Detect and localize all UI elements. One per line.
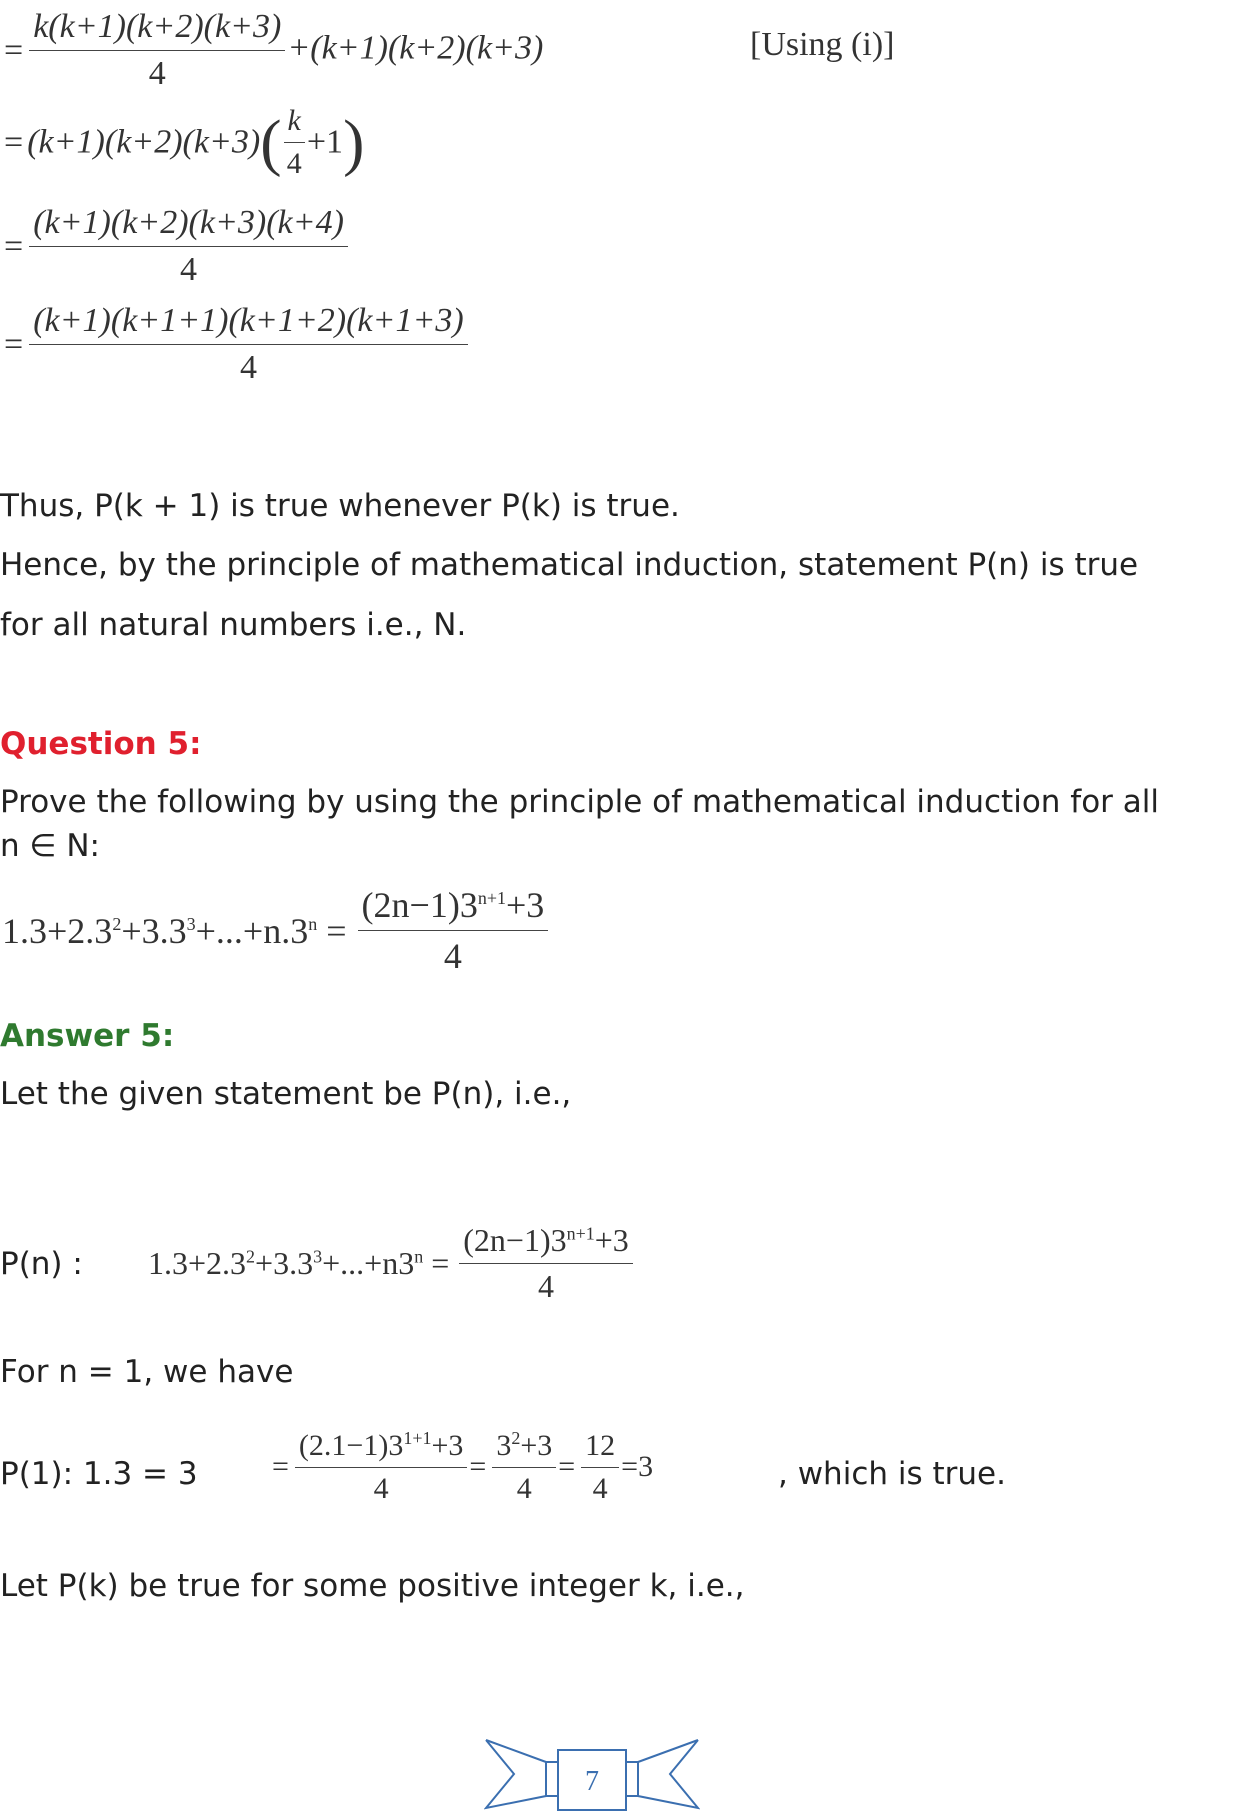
equation-line-1: [4, 8, 543, 93]
fraction-numerator: [492, 1428, 556, 1468]
hence-line-2: for all natural numbers i.e., N.: [0, 607, 467, 643]
fraction-denominator: 4: [592, 1471, 608, 1505]
fraction-numerator: 12: [581, 1429, 619, 1468]
fraction: [581, 1429, 619, 1506]
fraction-denominator: 4: [538, 1268, 555, 1304]
fraction-denominator: 4: [239, 349, 257, 386]
fraction-numerator: (k+1)(k+1+1)(k+1+2)(k+1+3): [29, 302, 468, 345]
fraction: [295, 1428, 467, 1506]
fraction-numerator: [295, 1428, 467, 1468]
fraction: [29, 8, 285, 93]
using-note: [Using (i)]: [750, 26, 895, 63]
question-heading: Question 5:: [0, 726, 202, 762]
term: 3: [496, 1429, 512, 1462]
question-line-2: n ∈ N:: [0, 828, 100, 864]
page-number-badge: [484, 1738, 700, 1812]
which-true-text: , which is true.: [778, 1456, 1006, 1492]
equals-sign: =: [4, 31, 24, 69]
equation-line-2: [4, 104, 364, 181]
fraction-denominator: 4: [286, 147, 302, 180]
p1-formula: [272, 1428, 653, 1506]
result-value: =3: [621, 1450, 654, 1483]
fraction: [29, 302, 468, 387]
equals-sign: =: [4, 325, 24, 363]
fraction: [459, 1222, 633, 1305]
term: +...+n3: [322, 1245, 415, 1281]
fraction-denominator: 4: [516, 1472, 532, 1505]
fraction-numerator: [358, 884, 549, 931]
term: 1.3+2.3: [148, 1245, 247, 1281]
equals-sign: =: [431, 1245, 450, 1281]
term: +3: [520, 1429, 553, 1462]
term: (2.1−1)3: [298, 1429, 404, 1462]
hence-line-1: Hence, by the principle of mathematical induction, statement P(n) is true: [0, 547, 1139, 583]
equation-line-3: [4, 204, 350, 289]
term: (2n−1)3: [463, 1222, 567, 1258]
exponent: n+1: [566, 1223, 595, 1244]
equals-sign: =: [4, 227, 24, 265]
exponent: 3: [313, 1246, 323, 1267]
equals-sign: =: [272, 1450, 289, 1483]
term: +3.3: [255, 1245, 314, 1281]
factor-product: (k+1)(k+2)(k+3): [27, 123, 261, 161]
term: +3: [505, 885, 545, 925]
fraction: [284, 104, 305, 181]
pn-formula: [148, 1222, 635, 1305]
let-statement-line: Let the given statement be P(n), i.e.,: [0, 1076, 572, 1112]
equals-sign: =: [469, 1450, 487, 1483]
plus-one: +1: [306, 123, 344, 161]
exponent: n: [308, 913, 318, 934]
exponent: 3: [186, 913, 196, 934]
term: 1.3+2.3: [2, 910, 113, 951]
thus-line: Thus, P(k + 1) is true whenever P(k) is true.: [0, 488, 680, 524]
for-n1-line: For n = 1, we have: [0, 1354, 294, 1390]
page-number: 7: [585, 1766, 599, 1797]
fraction: [29, 204, 348, 289]
equation-line-4: [4, 302, 470, 387]
fraction-numerator: k: [284, 104, 305, 143]
formula-lhs: [148, 1245, 449, 1281]
term: (2n−1)3: [361, 885, 478, 925]
term: +...+n.3: [195, 910, 309, 951]
left-paren: (: [260, 106, 282, 178]
fraction-denominator: 4: [180, 251, 198, 288]
term: +3: [431, 1429, 464, 1462]
pn-label: P(n) :: [0, 1246, 83, 1282]
p1-label: P(1): 1.3 = 3: [0, 1456, 198, 1492]
equals-sign: =: [558, 1450, 576, 1483]
term: +3.3: [121, 910, 187, 951]
plus-term: +(k+1)(k+2)(k+3): [287, 29, 544, 67]
exponent: 2: [246, 1246, 256, 1267]
exponent: n: [414, 1246, 424, 1267]
fraction-numerator: (k+1)(k+2)(k+3)(k+4): [29, 204, 348, 247]
exponent: n+1: [477, 888, 506, 908]
fraction: [358, 884, 549, 977]
fraction-denominator: 4: [443, 936, 462, 976]
question-line-1: Prove the following by using the principle of mathematical induction for all: [0, 784, 1159, 820]
exponent: 2: [112, 913, 122, 934]
answer-heading: Answer 5:: [0, 1018, 175, 1054]
fraction-numerator: k(k+1)(k+2)(k+3): [29, 8, 285, 51]
equals-sign: =: [326, 910, 347, 951]
question-formula: [2, 884, 550, 977]
fraction-denominator: 4: [148, 55, 166, 92]
equals-sign: =: [4, 123, 24, 161]
fraction-denominator: 4: [373, 1472, 389, 1505]
exponent: 2: [511, 1428, 521, 1448]
right-paren: ): [343, 106, 365, 178]
fraction: [492, 1428, 556, 1506]
exponent: 1+1: [403, 1428, 432, 1448]
let-pk-line: Let P(k) be true for some positive integer k, i.e.,: [0, 1568, 745, 1604]
formula-lhs: [2, 911, 347, 951]
term: +3: [594, 1222, 629, 1258]
fraction-numerator: [459, 1222, 633, 1264]
